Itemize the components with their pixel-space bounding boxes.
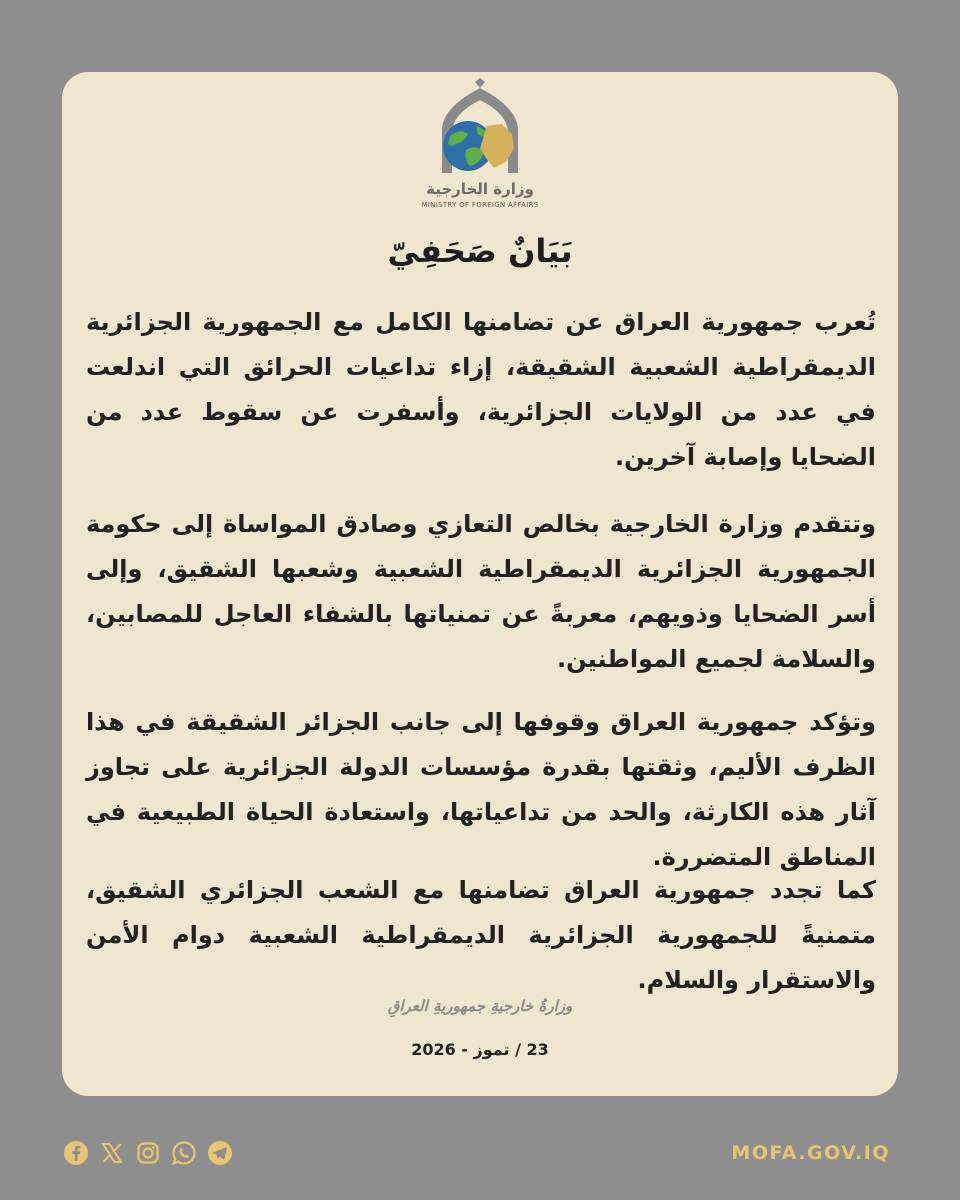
whatsapp-icon[interactable] bbox=[170, 1139, 198, 1167]
paragraph-renewal: كما تجدد جمهورية العراق تضامنها مع الشعب الجزائري الشقيق، متمنيةً للجمهورية الجزائرية الديمقراطية الشعبية دوام الأمن والاستقرار والسلام. bbox=[86, 876, 876, 994]
telegram-icon[interactable] bbox=[206, 1139, 234, 1167]
signature: وزارةُ خارجيةِ جمهوريةِ العراقِ bbox=[387, 997, 573, 1015]
statement-title: بَيَانٌ صَحَفِيّ bbox=[387, 232, 573, 270]
facebook-icon[interactable] bbox=[62, 1139, 90, 1167]
statement-date: 23 / تموز - 2026 bbox=[411, 1040, 549, 1059]
paragraph-solidarity: تُعرب جمهورية العراق عن تضامنها الكامل مع الجمهورية الجزائرية الديمقراطية الشعبية الشقيقة، إزاء تداعيات الحرائق التي اندلعت في عدد من الولايات الجزائرية، وأسفرت عن سقوط عدد من الضحايا وإصابة آخرين. bbox=[86, 308, 876, 471]
paragraph-support: وتؤكد جمهورية العراق وقوفها إلى جانب الجزائر الشقيقة في هذا الظرف الأليم، وثقتها بقدرة مؤسسات الدولة الجزائرية على تجاوز آثار هذه الكارثة، والحد من تداعياتها، واستعادة الحياة الطبيعية في المناطق المتضررة. bbox=[86, 708, 876, 871]
x-icon[interactable] bbox=[98, 1139, 126, 1167]
instagram-icon[interactable] bbox=[134, 1139, 162, 1167]
logo-arabic-name: وزارة الخارجية bbox=[426, 180, 534, 198]
website-link[interactable]: MOFA.GOV.IQ bbox=[731, 1142, 890, 1164]
paragraph-condolences: وتتقدم وزارة الخارجية بخالص التعازي وصادق المواساة إلى حكومة الجمهورية الجزائرية الديمقراطية الشعبية وشعبها الشقيق، وإلى أسر الضحايا وذويهم، معربةً عن تمنياتها بالشفاء العاجل للمصابين، والسلامة لجميع المواطنين. bbox=[86, 510, 876, 673]
logo-english-name: MINISTRY OF FOREIGN AFFAIRS bbox=[421, 201, 539, 209]
social-links bbox=[62, 1139, 234, 1167]
